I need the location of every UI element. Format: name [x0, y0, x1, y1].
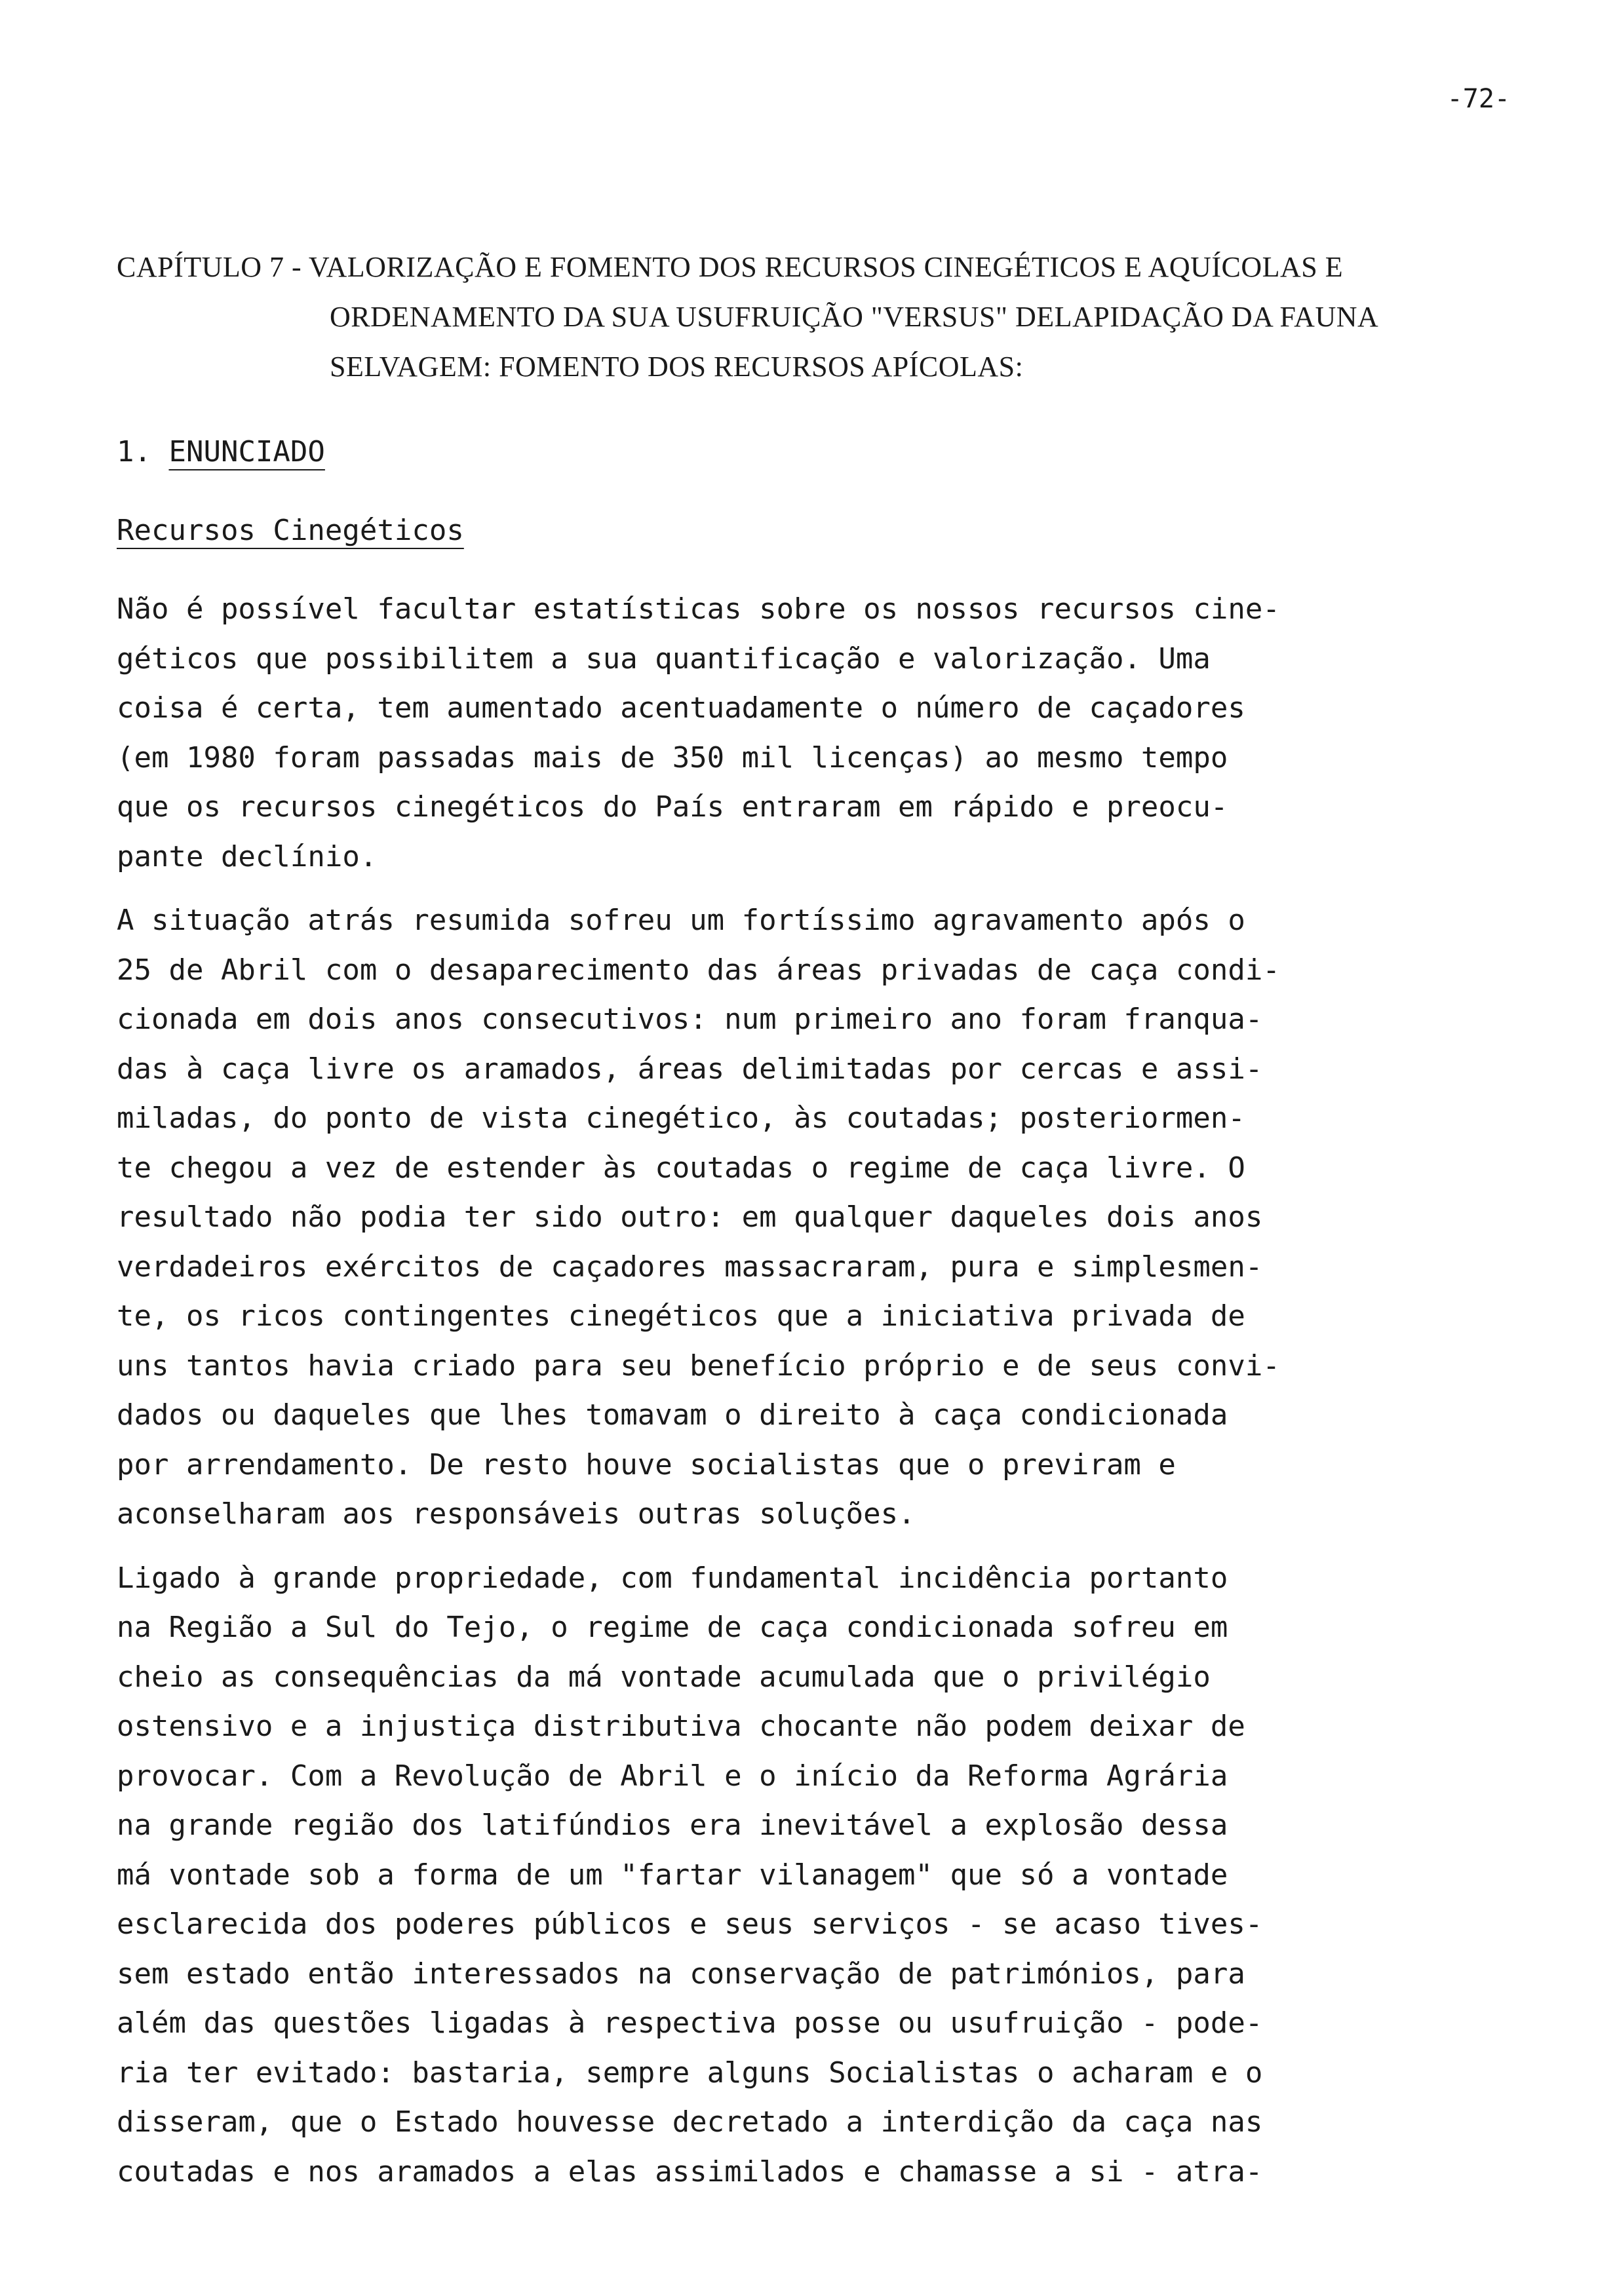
text-line: A situação atrás resumida sofreu um fortíssimo agravamento após o: [117, 904, 1245, 937]
paragraph-3: [117, 1554, 1526, 2197]
text-line: (em 1980 foram passadas mais de 350 mil licenças) ao mesmo tempo: [117, 740, 1228, 775]
text-line: na Região a Sul do Tejo, o regime de caça condicionada sofreu em: [117, 1611, 1228, 1644]
text-line: por arrendamento. De resto houve socialistas que o previram e: [117, 1447, 1176, 1482]
chapter-heading-line: SELVAGEM: FOMENTO DOS RECURSOS APÍCOLAS:: [330, 351, 1024, 383]
subsection-heading: Recursos Cinegéticos: [117, 514, 464, 547]
text-line: cionada em dois anos consecutivos: num primeiro ano foram franqua-: [117, 1003, 1263, 1036]
section-number: 1.: [117, 435, 169, 469]
text-line: sem estado então interessados na conservação de patrimónios, para: [117, 1957, 1245, 1991]
text-line: pante declínio.: [117, 839, 378, 873]
body-text: [117, 584, 1526, 2211]
text-line: géticos que possibilitem a sua quantificação e valorização. Uma: [117, 641, 1211, 676]
text-line: má vontade sob a forma de um "fartar vilanagem" que só a vontade: [117, 1858, 1228, 1892]
text-line: Não é possível facultar estatísticas sobre os nossos recursos cine-: [117, 592, 1280, 626]
text-line: coisa é certa, tem aumentado acentuadamente o número de caçadores: [117, 691, 1245, 725]
text-line: dados ou daqueles que lhes tomavam o direito à caça condicionada: [117, 1398, 1228, 1432]
text-line: ostensivo e a injustiça distributiva chocante não podem deixar de: [117, 1710, 1245, 1743]
text-line: além das questões ligadas à respectiva posse ou usufruição - pode-: [117, 2006, 1263, 2040]
paragraph-1: [117, 584, 1526, 881]
text-line: das à caça livre os aramados, áreas delimitadas por cercas e assi-: [117, 1052, 1263, 1086]
text-line: coutadas e nos aramados a elas assimilados e chamasse a si - atra-: [117, 2154, 1263, 2189]
chapter-heading-line: ORDENAMENTO DA SUA USUFRUIÇÃO "VERSUS" DELAPIDAÇÃO DA FAUNA: [330, 301, 1379, 333]
text-line: aconselharam aos responsáveis outras soluções.: [117, 1497, 916, 1531]
text-line: Ligado à grande propriedade, com fundamental incidência portanto: [117, 1561, 1228, 1595]
page-number: -72-: [1447, 84, 1510, 114]
chapter-heading: [117, 242, 1519, 392]
chapter-heading-line: CAPÍTULO 7 - VALORIZAÇÃO E FOMENTO DOS RECURSOS CINEGÉTICOS E AQUÍCOLAS E: [117, 251, 1344, 283]
text-line: cheio as consequências da má vontade acumulada que o privilégio: [117, 1660, 1211, 1694]
text-line: disseram, que o Estado houvesse decretado a interdição da caça nas: [117, 2105, 1263, 2139]
paragraph-2: [117, 896, 1526, 1539]
section-title: ENUNCIADO: [168, 435, 325, 469]
text-line: verdadeiros exércitos de caçadores massacraram, pura e simplesmen-: [117, 1250, 1263, 1284]
text-line: uns tantos havia criado para seu benefício próprio e de seus convi-: [117, 1349, 1280, 1383]
text-line: esclarecida dos poderes públicos e seus serviços - se acaso tives-: [117, 1907, 1263, 1941]
text-line: provocar. Com a Revolução de Abril e o início da Reforma Agrária: [117, 1759, 1228, 1793]
text-line: 25 de Abril com o desaparecimento das áreas privadas de caça condi-: [117, 953, 1280, 987]
text-line: ria ter evitado: bastaria, sempre alguns Socialistas o acharam e o: [117, 2056, 1263, 2090]
text-line: miladas, do ponto de vista cinegético, às coutadas; posteriormen-: [117, 1101, 1245, 1135]
text-line: te, os ricos contingentes cinegéticos que a iniciativa privada de: [117, 1299, 1245, 1333]
text-line: na grande região dos latifúndios era inevitável a explosão dessa: [117, 1808, 1228, 1842]
text-line: que os recursos cinegéticos do País entraram em rápido e preocu-: [117, 790, 1228, 824]
text-line: te chegou a vez de estender às coutadas o regime de caça livre. O: [117, 1151, 1245, 1185]
text-line: resultado não podia ter sido outro: em qualquer daqueles dois anos: [117, 1200, 1263, 1234]
section-heading: [117, 432, 325, 472]
